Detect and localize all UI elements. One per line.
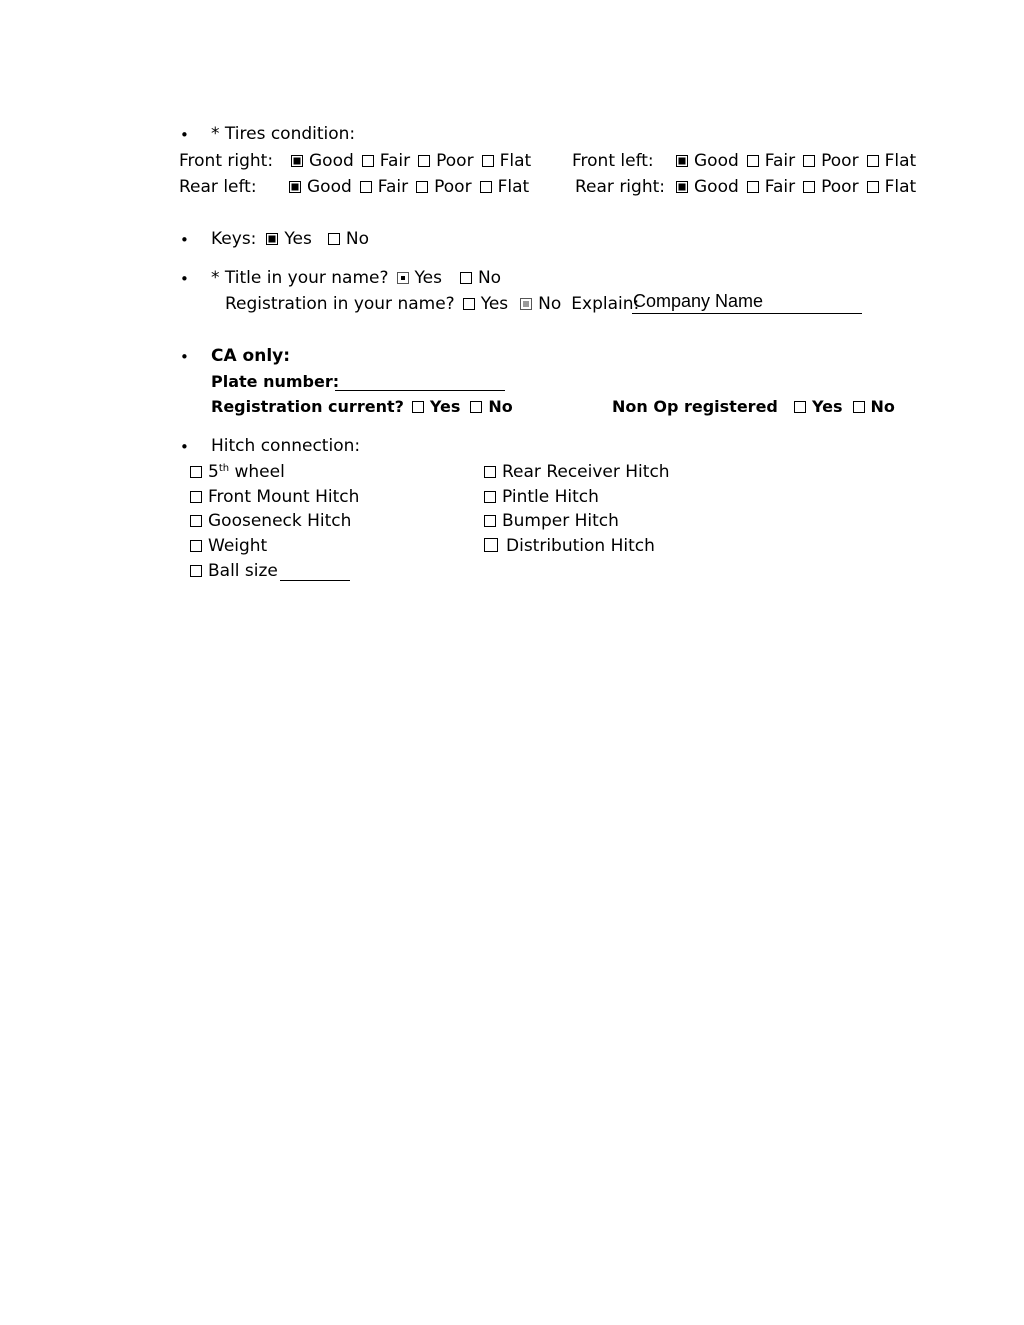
keys-label: Keys: bbox=[211, 229, 257, 249]
hitch-item-bumper bbox=[484, 513, 619, 530]
hitch-label: Bumper Hitch bbox=[502, 511, 619, 531]
checkbox-title-no[interactable] bbox=[460, 272, 472, 284]
checkbox-reg-current-no[interactable] bbox=[470, 401, 482, 413]
explain-label: Explain: bbox=[571, 294, 640, 314]
bullet: • bbox=[180, 231, 189, 249]
option-label: Yes bbox=[284, 229, 312, 249]
checkbox-poor[interactable] bbox=[416, 181, 428, 193]
checkbox-good[interactable] bbox=[676, 155, 688, 167]
explain-field[interactable]: Company Name bbox=[633, 291, 764, 311]
explain-underline bbox=[632, 313, 862, 314]
tire-row-front-left bbox=[572, 153, 924, 170]
checkbox-title-yes[interactable] bbox=[397, 272, 409, 284]
hitch-item-pintle bbox=[484, 489, 599, 506]
checkbox-poor[interactable] bbox=[803, 155, 815, 167]
checkbox-keys-yes[interactable] bbox=[266, 233, 278, 245]
checkbox-flat[interactable] bbox=[480, 181, 492, 193]
option-label: Flat bbox=[497, 177, 530, 197]
registration-current-label: Registration current? bbox=[211, 397, 404, 416]
checkbox-keys-no[interactable] bbox=[328, 233, 340, 245]
checkbox-reg-current-yes[interactable] bbox=[412, 401, 424, 413]
hitch-label: Ball size bbox=[208, 561, 278, 581]
option-label: Yes bbox=[414, 268, 442, 288]
hitch-heading: Hitch connection: bbox=[211, 436, 361, 456]
checkbox-distribution[interactable] bbox=[484, 538, 498, 552]
option-label: Good bbox=[694, 151, 739, 171]
non-op-label: Non Op registered bbox=[612, 397, 778, 416]
plate-label: Plate number: bbox=[211, 372, 340, 391]
bullet: • bbox=[180, 348, 189, 366]
option-label: No bbox=[488, 397, 513, 416]
option-label: Yes bbox=[429, 397, 461, 416]
registration-label: Registration in your name? bbox=[225, 294, 455, 314]
hitch-item-gooseneck bbox=[190, 513, 351, 530]
hitch-label: Weight bbox=[208, 536, 268, 556]
option-label: Yes bbox=[812, 397, 843, 416]
checkbox-rear-receiver[interactable] bbox=[484, 466, 496, 478]
hitch-label: Distribution Hitch bbox=[506, 536, 655, 556]
tire-label: Front right: bbox=[179, 151, 274, 171]
checkbox-poor[interactable] bbox=[803, 181, 815, 193]
option-label: Poor bbox=[436, 151, 474, 171]
checkbox-bumper[interactable] bbox=[484, 515, 496, 527]
hitch-label: 5 bbox=[208, 462, 219, 482]
superscript: th bbox=[218, 463, 230, 474]
option-label: Poor bbox=[821, 177, 859, 197]
bullet: • bbox=[180, 270, 189, 288]
checkbox-fair[interactable] bbox=[747, 155, 759, 167]
title-label: * Title in your name? bbox=[211, 268, 389, 288]
hitch-item-5th-wheel bbox=[190, 464, 285, 481]
checkbox-pintle[interactable] bbox=[484, 491, 496, 503]
bullet: • bbox=[180, 438, 189, 456]
hitch-label: Front Mount Hitch bbox=[208, 487, 360, 507]
checkbox-registration-no[interactable] bbox=[520, 298, 532, 310]
checkbox-fair[interactable] bbox=[360, 181, 372, 193]
option-label: Fair bbox=[379, 151, 411, 171]
checkbox-weight[interactable] bbox=[190, 540, 202, 552]
checkbox-good[interactable] bbox=[676, 181, 688, 193]
option-label: Yes bbox=[480, 294, 509, 314]
tire-label: Rear right: bbox=[575, 177, 665, 197]
hitch-item-weight bbox=[190, 538, 267, 555]
ca-heading: CA only: bbox=[211, 346, 291, 366]
option-label: Good bbox=[307, 177, 352, 197]
registration-current-row bbox=[211, 399, 521, 415]
checkbox-5th-wheel[interactable] bbox=[190, 466, 202, 478]
checkbox-flat[interactable] bbox=[867, 155, 879, 167]
hitch-item-distribution bbox=[484, 538, 655, 555]
option-label: No bbox=[477, 268, 502, 288]
registration-row bbox=[225, 296, 639, 313]
option-label: Fair bbox=[377, 177, 409, 197]
hitch-item-front-mount bbox=[190, 489, 359, 506]
option-label: Flat bbox=[884, 151, 917, 171]
checkbox-front-mount[interactable] bbox=[190, 491, 202, 503]
tire-row-rear-left bbox=[179, 179, 537, 196]
option-label: Flat bbox=[884, 177, 917, 197]
checkbox-non-op-no[interactable] bbox=[853, 401, 865, 413]
checkbox-ball-size[interactable] bbox=[190, 565, 202, 577]
option-label: No bbox=[538, 294, 562, 314]
hitch-label: Gooseneck Hitch bbox=[208, 511, 352, 531]
hitch-label: Rear Receiver Hitch bbox=[502, 462, 670, 482]
checkbox-good[interactable] bbox=[289, 181, 301, 193]
option-label: Fair bbox=[764, 177, 796, 197]
option-label: No bbox=[870, 397, 895, 416]
checkbox-fair[interactable] bbox=[362, 155, 374, 167]
hitch-label: wheel bbox=[229, 462, 285, 482]
hitch-item-rear-receiver bbox=[484, 464, 670, 481]
option-label: Poor bbox=[434, 177, 472, 197]
checkbox-good[interactable] bbox=[291, 155, 303, 167]
checkbox-non-op-yes[interactable] bbox=[794, 401, 806, 413]
tire-row-rear-right bbox=[575, 179, 924, 196]
title-row bbox=[211, 270, 509, 287]
tire-label: Front left: bbox=[572, 151, 654, 171]
tires-heading: * Tires condition: bbox=[211, 124, 356, 144]
ball-size-field[interactable] bbox=[280, 580, 350, 581]
checkbox-registration-yes[interactable] bbox=[463, 298, 475, 310]
keys-row bbox=[211, 231, 377, 248]
option-label: Fair bbox=[764, 151, 796, 171]
checkbox-poor[interactable] bbox=[418, 155, 430, 167]
checkbox-fair[interactable] bbox=[747, 181, 759, 193]
hitch-label: Pintle Hitch bbox=[502, 487, 599, 507]
checkbox-flat[interactable] bbox=[867, 181, 879, 193]
checkbox-flat[interactable] bbox=[482, 155, 494, 167]
option-label: Good bbox=[694, 177, 739, 197]
option-label: No bbox=[345, 229, 369, 249]
option-label: Flat bbox=[499, 151, 532, 171]
plate-field[interactable] bbox=[335, 390, 505, 391]
checkbox-gooseneck[interactable] bbox=[190, 515, 202, 527]
tire-label: Rear left: bbox=[179, 177, 257, 197]
bullet: • bbox=[180, 126, 189, 144]
option-label: Poor bbox=[821, 151, 859, 171]
hitch-item-ball-size bbox=[190, 563, 278, 580]
tire-row-front-right bbox=[179, 153, 539, 170]
non-op-options bbox=[794, 399, 903, 415]
option-label: Good bbox=[309, 151, 354, 171]
